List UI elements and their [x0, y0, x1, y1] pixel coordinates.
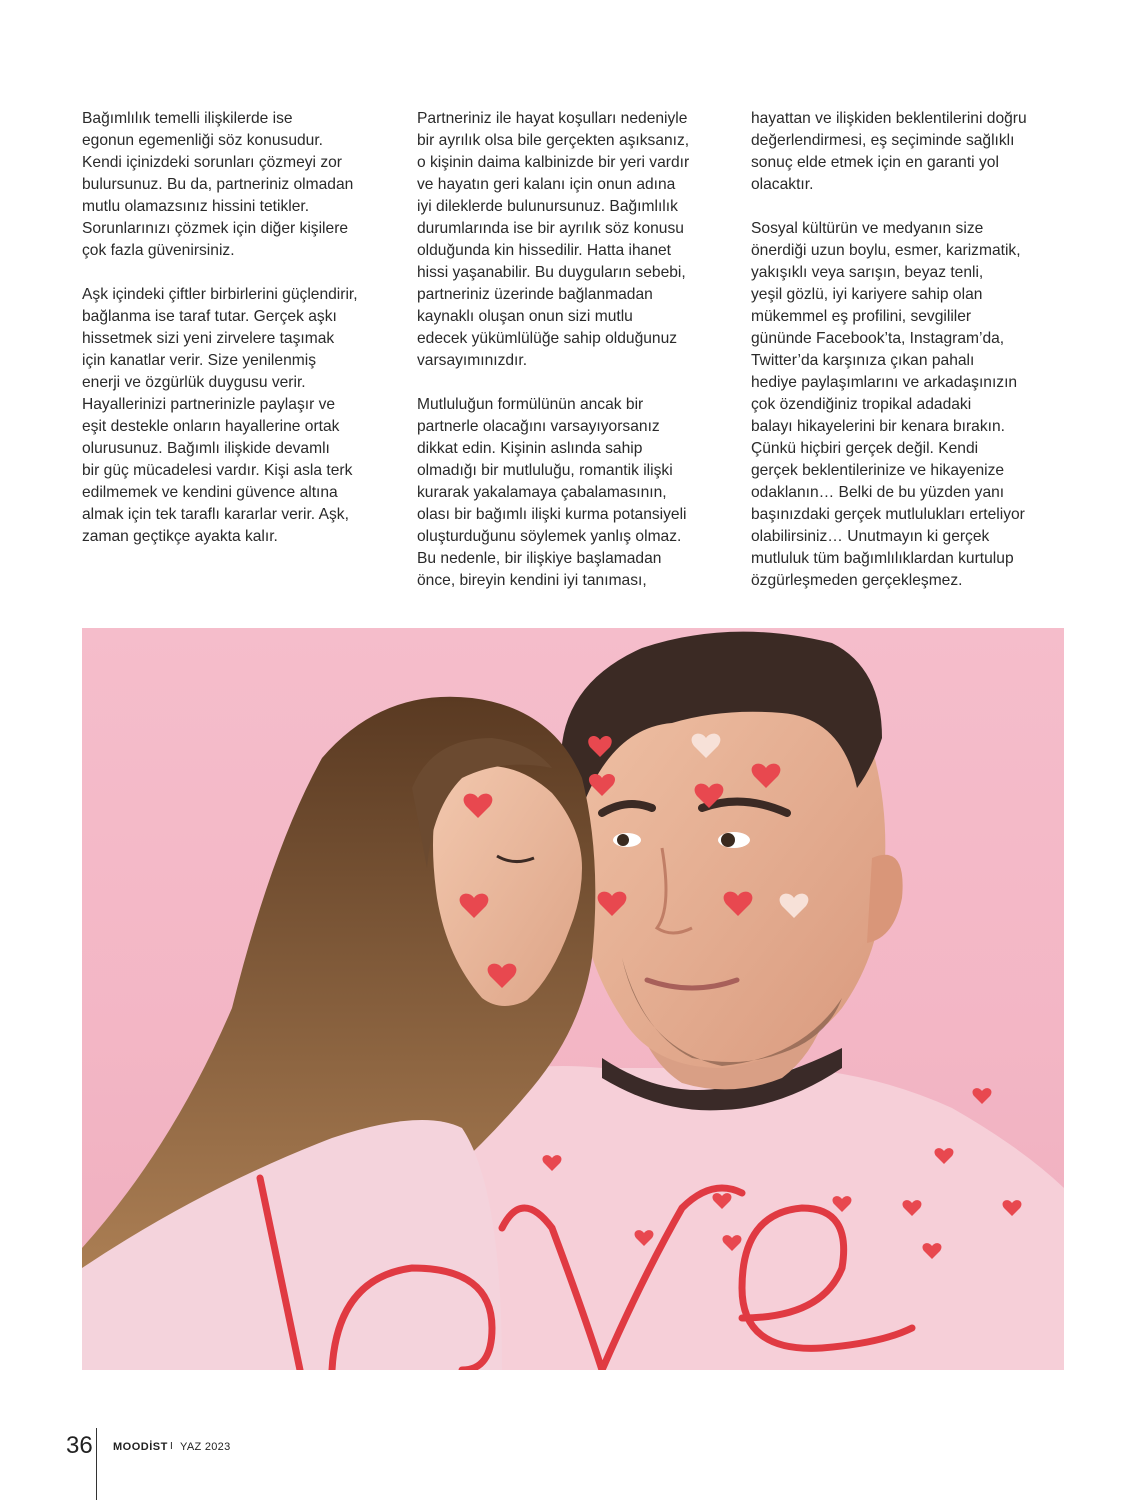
article-column-3	[751, 108, 1068, 614]
paragraph: Aşk içindeki çiftler birbirlerini güçlendirir, bağlanma ise taraf tutar. Gerçek aşkı hissetmek sizi yeni zirvelere taşımak için kanatlar verir. Size yenilenmiş enerji ve özgürlük duygusu verir. Hayallerinizi partnerinizle paylaşır ve eşit destekle onların hayallerine ortak olurusunuz. Bağımlı ilişkide devamlı bir güç mücadelesi vardır. Kişi asla terk edilmemek ve kendini güvence altına almak için tek taraflı kararlar verir. Aşk, zaman geçtikçe ayakta kalır.	[82, 286, 358, 545]
paragraph: Sosyal kültürün ve medyanın size önerdiği uzun boylu, esmer, karizmatik, yakışıklı veya sarışın, beyaz tenli, yeşil gözlü, iyi kariyere sahip olan mükemmel eş profilini, sevgililer gününde Facebook’ta, Instagram’da, Twitter’da karşınıza çıkan pahalı hediye paylaşımlarını ve arkadaşınızın çok özendiğiniz tropikal adadaki balayı hikayelerini bir kenara bırakın. Çünkü hiçbiri gerçek değil. Kendi gerçek beklentilerinize ve hikayenize odaklanın… Belki de bu yüzden yanı başınızdaki gerçek mutlulukları erteliyor olabilirsiniz… Unutmayın ki gerçek mutluluk tüm bağımlılıklardan kurtulup özgürleşmeden gerçekleşmez.	[751, 220, 1025, 589]
footer-divider	[96, 1428, 97, 1500]
paragraph: Mutluluğun formülünün ancak bir partnerle olacağını varsayıyorsanız dikkat edin. Kişinin aslında sahip olmadığı bir mutluluğu, romantik ilişki kurarak yakalamaya çabalamasının, olası bir bağımlı ilişki kurma potansiyeli oluşturduğunu söylemek yanlış olmaz. Bu nedenle, bir ilişkiye başlamadan önce, bireyin kendini iyi tanıması,	[417, 396, 687, 589]
article-column-1	[82, 108, 396, 570]
issue-label: YAZ 2023	[180, 1441, 231, 1453]
paragraph: Partneriniz ile hayat koşulları nedeniyle bir ayrılık olsa bile gerçekten aşıksanız, o kişinin daima kalbinizde bir yeri vardır ve hayatın geri kalanı için onun adına iyi dileklerde bulunursunuz. Bağımlılık durumlarında ise bir ayrılık söz konusu olduğunda kin hissedilir. Hatta ihanet hissi yaşanabilir. Bu duyguların sebebi, partneriniz üzerinde bağlanmadan kaynaklı oluşan onun sizi mutlu edecek yükümlülüğe sahip olduğunuz varsayımınızdır.	[417, 110, 690, 369]
article-column-2	[417, 108, 731, 614]
page-number: 36	[66, 1432, 93, 1459]
paragraph: Bağımlılık temelli ilişkilerde ise egonun egemenliği söz konusudur. Kendi içinizdeki sorunları çözmeyi zor bulursunuz. Bu da, partneriniz olmadan mutlu olamazsınız hissini tetikler. Sorunlarınızı çözmek için diğer kişilere çok fazla güvenirsiniz.	[82, 110, 354, 259]
footer-separator: I	[170, 1441, 173, 1452]
magazine-brand: MOODİST	[113, 1441, 168, 1453]
couple-photo	[82, 628, 1064, 1370]
article-body	[82, 108, 1068, 608]
couple-illustration	[82, 628, 1064, 1370]
paragraph: hayattan ve ilişkiden beklentilerini doğru değerlendirmesi, eş seçiminde sağlıklı sonuç elde etmek için en garanti yol olacaktır.	[751, 110, 1027, 193]
